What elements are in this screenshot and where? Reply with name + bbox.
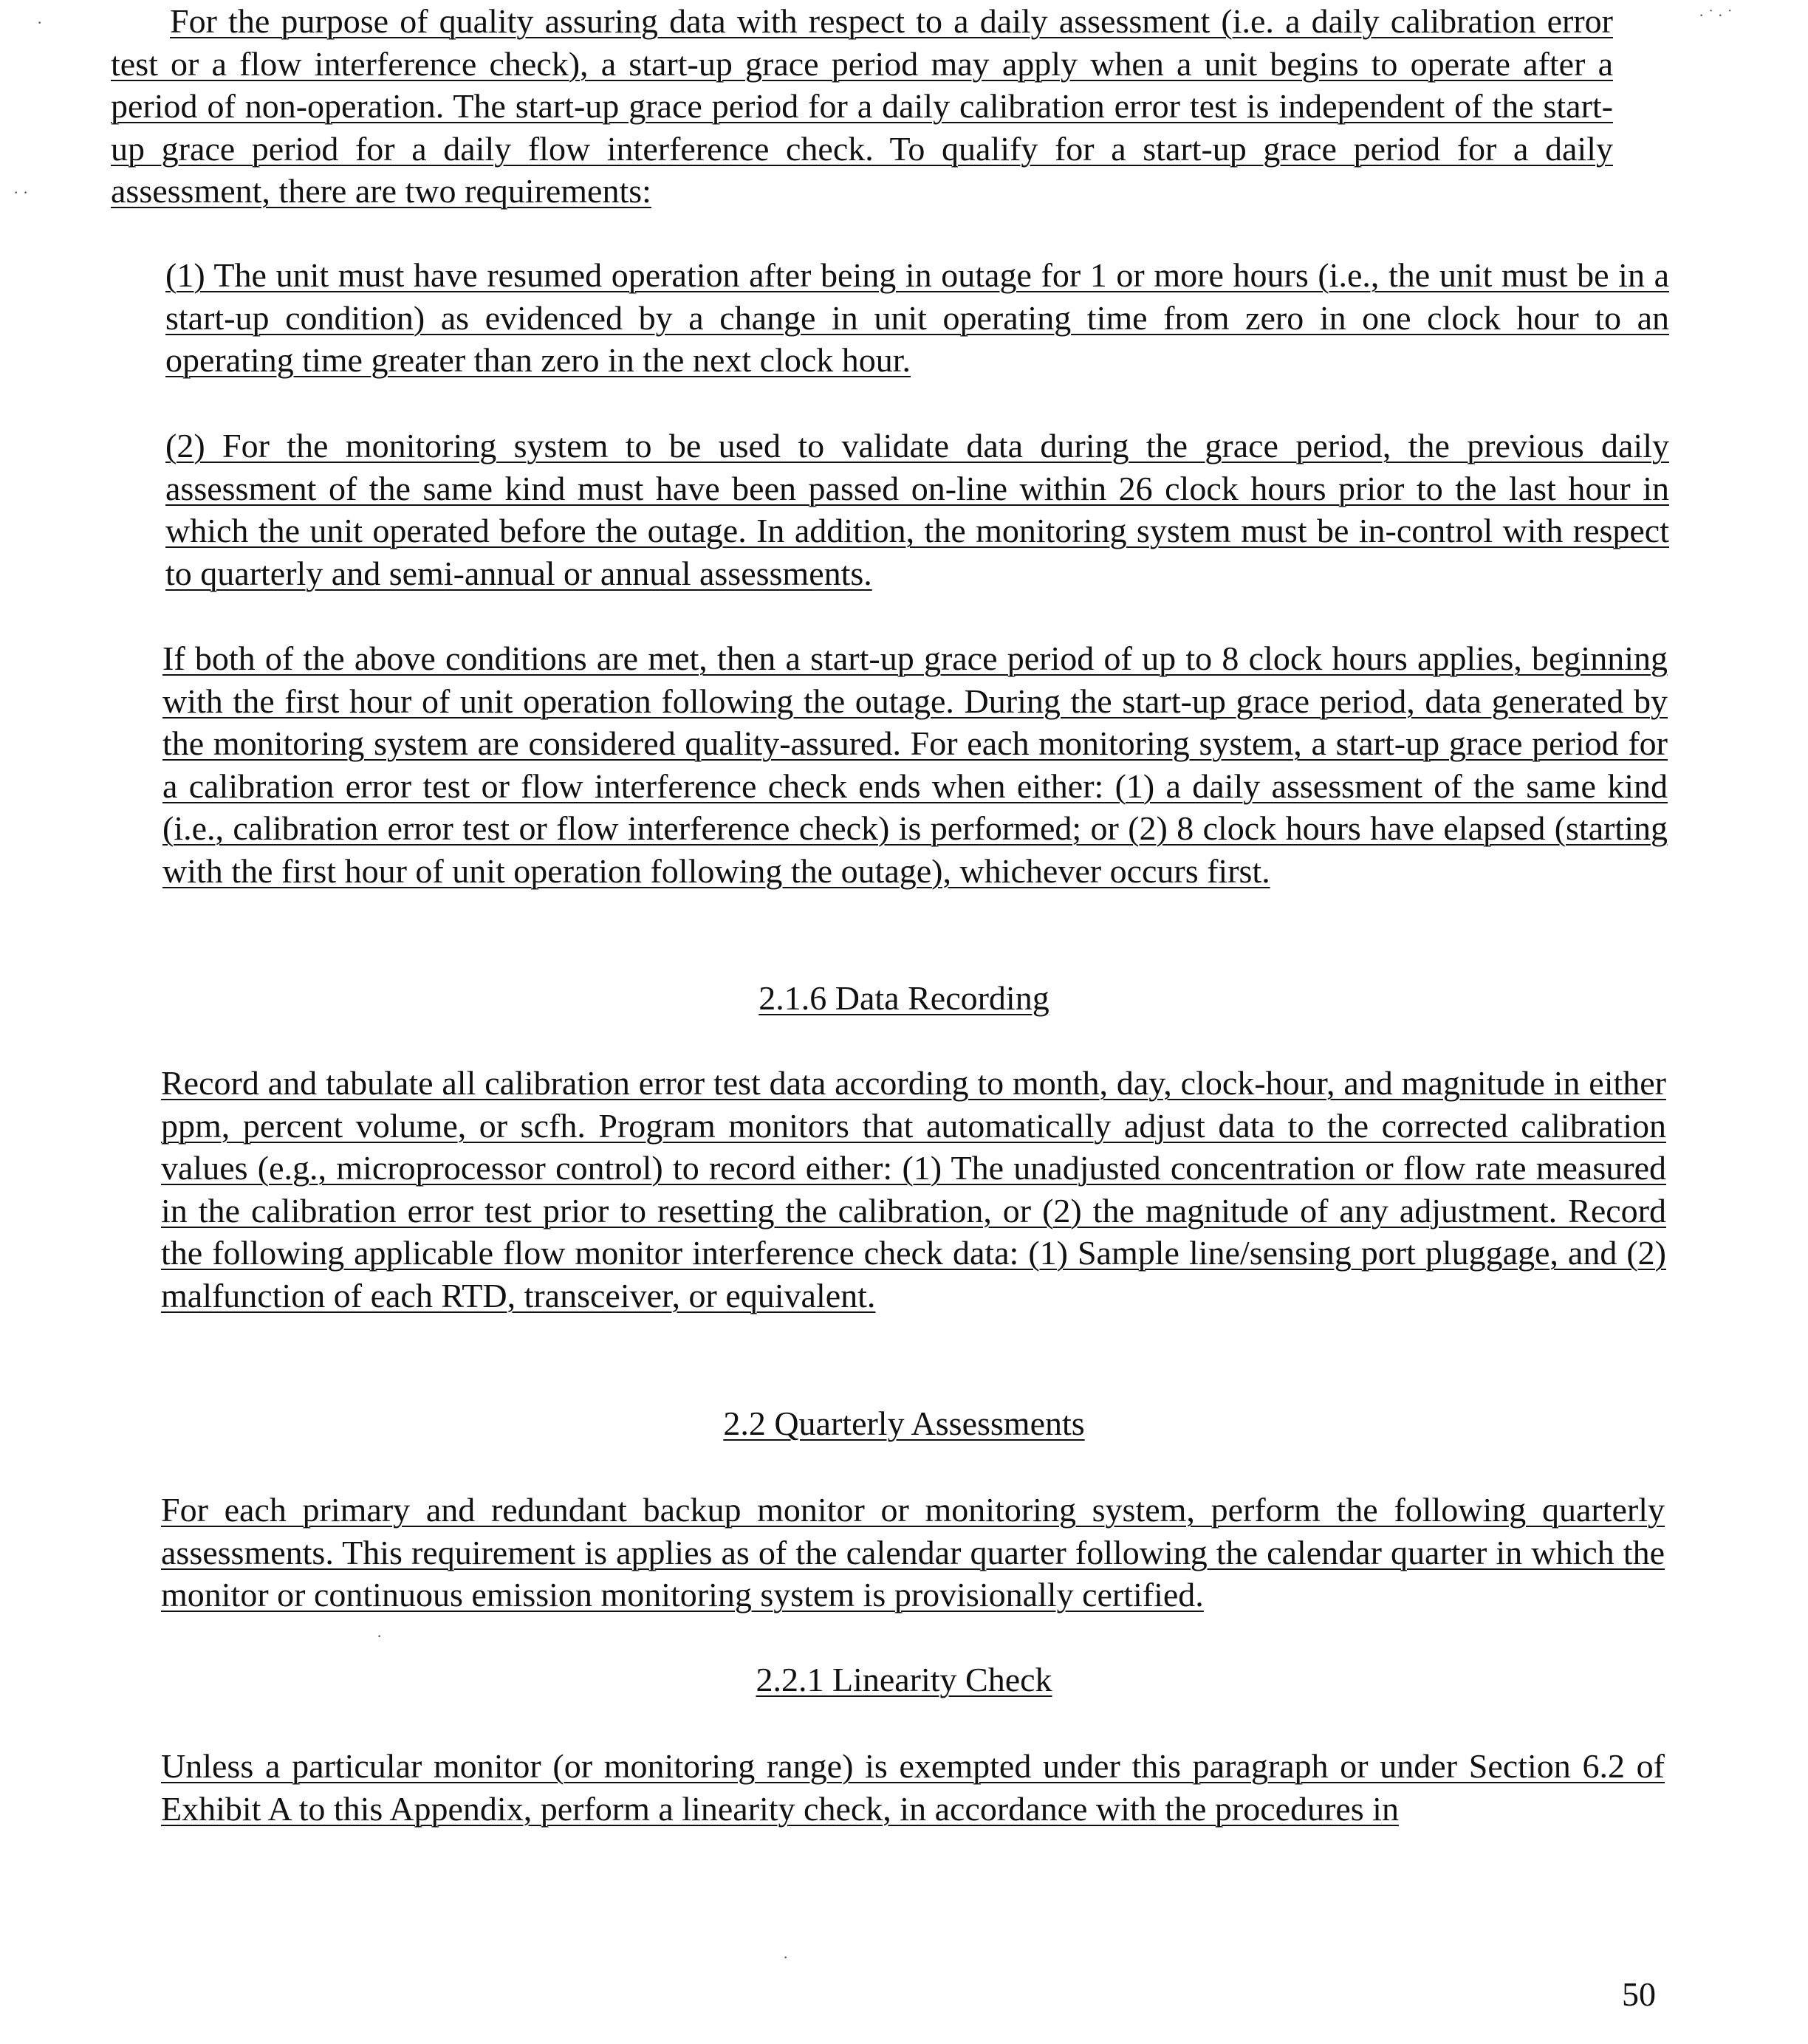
quarterly-paragraph: For each primary and redundant backup monitor or monitoring system, perform the following quarterly assessments. This requirement is applies as of the calendar quarter following the calendar quarter in which the monitor or continuous emission monitoring system is provisionally certified. [161, 1491, 1665, 1613]
grace-period-paragraph: If both of the above conditions are met, then a start-up grace period of up to 8 clock hours applies, beginning with the first hour of unit operation following the outage. During the start-up grace period, data generated by the monitoring system are considered quality-assured. For each monitoring system, a start-up grace period for a calibration error test or flow interference check ends when either: (1) a daily assessment of the same kind (i.e., calibration error test or flow interference check) is performed; or (2) 8 clock hours have elapsed (starting with the first hour of unit operation following the outage), whichever occurs first. [162, 639, 1668, 890]
section-heading-data-recording: 2.1.6 Data Recording [759, 979, 1049, 1017]
requirement-1-paragraph: (1) The unit must have resumed operation after being in outage for 1 or more hours (i.e., the unit must be in a start-up condition) as evidenced by a change in unit operating time from zero in one clock hour to an operating time greater than zero in the next clock hour. [165, 256, 1669, 379]
data-recording-paragraph: Record and tabulate all calibration error test data according to month, day, clock-hour, and magnitude in either ppm, percent volume, or scfh. Program monitors that automatically adjust data to the corrected calibration values (e.g., microprocessor control) to record either: (1) The unadjusted concentration or flow rate measured in the calibration error test prior to resetting the calibration, or (2) the magnitude of any adjustment. Record the following applicable flow monitor interference check data: (1) Sample line/sensing port pluggage, and (2) malfunction of each RTD, transceiver, or equivalent. [161, 1064, 1666, 1314]
scan-speck: · [37, 13, 43, 32]
scan-speck: · ˙ · ˙ [1699, 6, 1733, 24]
scan-speck: · [377, 1627, 383, 1645]
section-heading-quarterly-assessments: 2.2 Quarterly Assessments [723, 1405, 1085, 1442]
requirement-2-paragraph: (2) For the monitoring system to be used to validate data during the grace period, the previous daily assessment of the same kind must have been passed on-line within 26 clock hours prior to the last hour in which the unit operated before the outage. In addition, the monitoring system must be in-control with respect to quarterly and semi-annual or annual assessments. [165, 427, 1669, 592]
scan-speck: · · [13, 183, 29, 202]
page-number: 50 [1622, 1975, 1656, 2013]
section-heading-linearity-check: 2.2.1 Linearity Check [756, 1661, 1052, 1698]
linearity-paragraph: Unless a particular monitor (or monitoring range) is exempted under this paragraph or under Section 6.2 of Exhibit A to this Appendix, perform a linearity check, in accordance with the procedures in [161, 1747, 1665, 1828]
intro-paragraph: For the purpose of quality assuring data with respect to a daily assessment (i.e. a daily calibration error test or a flow interference check), a start-up grace period may apply when a unit begins to operate after a period of non-operation. The start-up grace period for a daily calibration error test is independent of the start-up grace period for a daily flow interference check. To qualify for a start-up grace period for a daily assessment, there are two requirements: [111, 2, 1613, 210]
scan-speck: · [783, 1948, 789, 1966]
